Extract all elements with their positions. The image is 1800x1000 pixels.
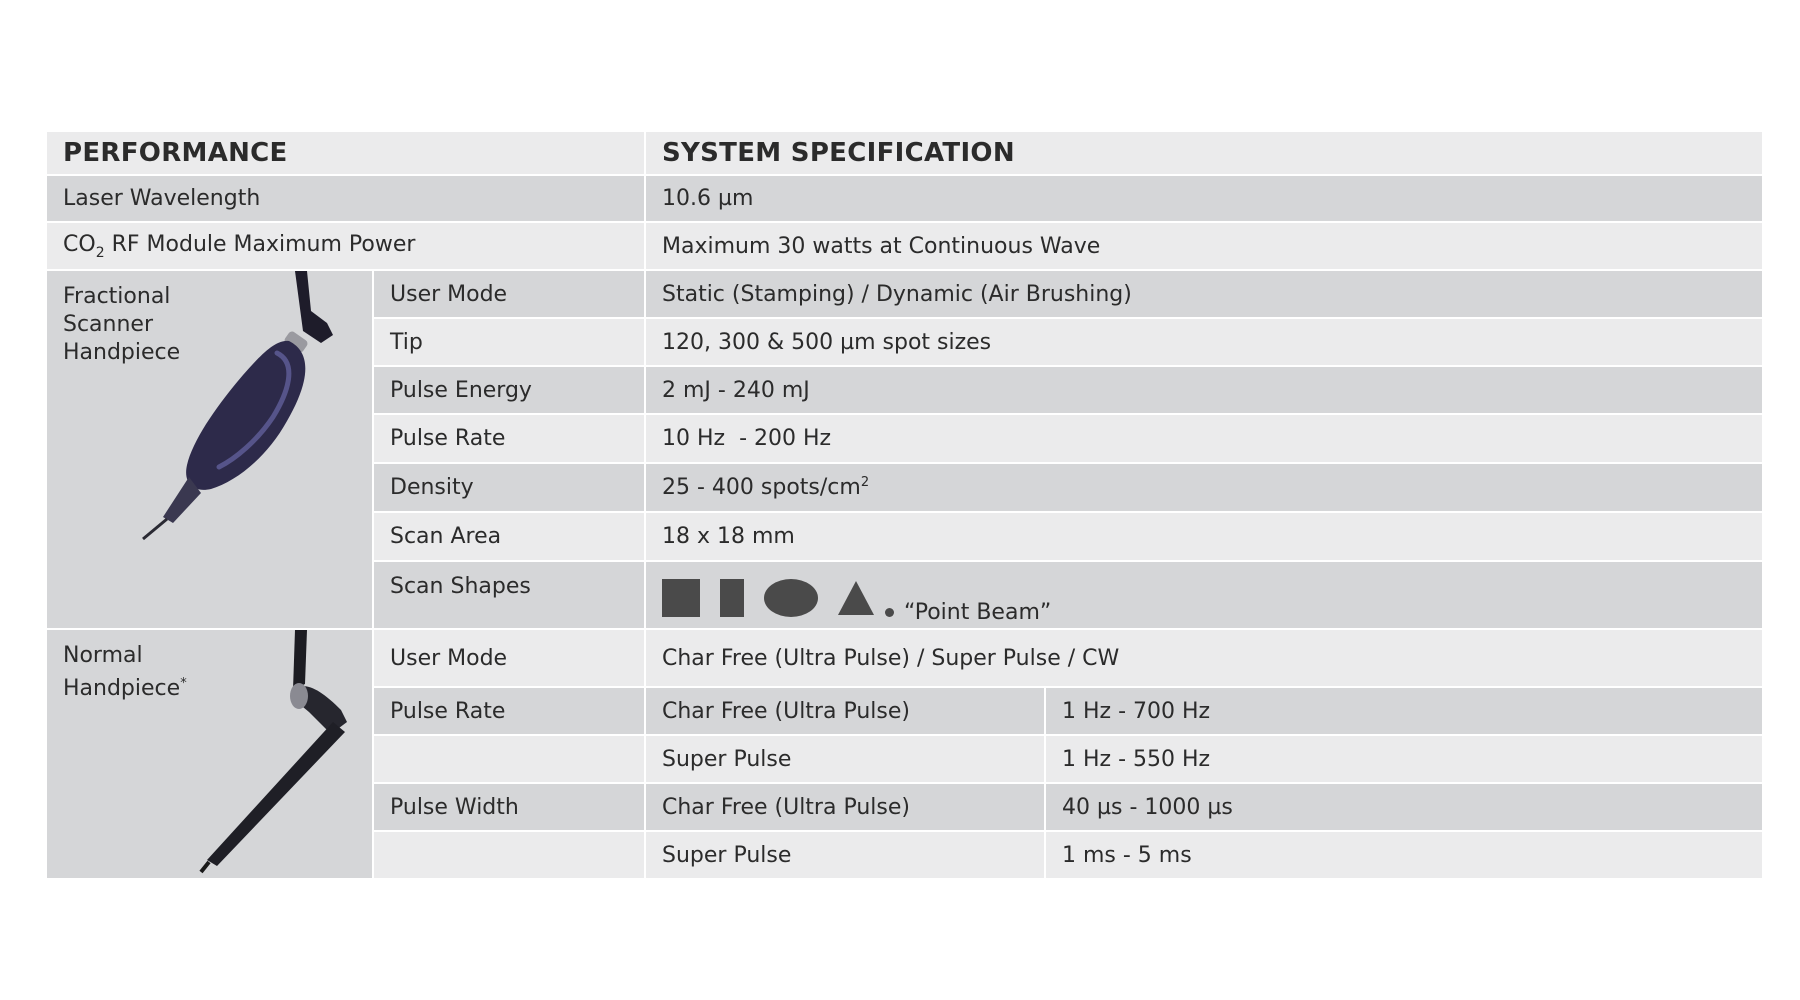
pulse-rate-mode: Char Free (Ultra Pulse) — [645, 687, 1045, 735]
scan-shapes-value — [645, 561, 1763, 629]
normal-pulse-rate-label: Pulse Rate — [373, 687, 645, 735]
rectangle-icon — [720, 579, 744, 617]
tip-label: Tip — [373, 318, 645, 366]
empty-cell — [373, 735, 645, 783]
header-row — [46, 131, 1763, 175]
scan-shapes-label: Scan Shapes — [373, 561, 645, 629]
empty-cell — [373, 831, 645, 879]
pulse-energy-label: Pulse Energy — [373, 366, 645, 414]
pulse-rate-mode: Super Pulse — [645, 735, 1045, 783]
tip-value: 120, 300 & 500 µm spot sizes — [645, 318, 1763, 366]
normal-handpiece-label: Normal Handpiece* — [63, 643, 187, 701]
fractional-handpiece-image — [127, 271, 373, 541]
normal-handpiece-image — [127, 630, 373, 875]
laser-wavelength-value: 10.6 µm — [645, 175, 1763, 222]
point-beam — [885, 600, 1051, 625]
point-beam-label: “Point Beam” — [904, 600, 1052, 625]
dot-icon — [885, 608, 894, 617]
fractional-pulse-rate-label: Pulse Rate — [373, 414, 645, 463]
density-label: Density — [373, 463, 645, 512]
laser-wavelength-label: Laser Wavelength — [46, 175, 645, 222]
table-row — [46, 270, 1763, 318]
pulse-energy-value: 2 mJ - 240 mJ — [645, 366, 1763, 414]
normal-user-mode-label: User Mode — [373, 629, 645, 687]
max-power-label: $CO_2$ RF Module Maximum Power — [46, 222, 645, 270]
pulse-rate-range: 1 Hz - 700 Hz — [1045, 687, 1763, 735]
fractional-user-mode-value: Static (Stamping) / Dynamic (Air Brushing) — [645, 270, 1763, 318]
triangle-icon — [838, 581, 874, 615]
fractional-user-mode-label: User Mode — [373, 270, 645, 318]
table-row — [46, 629, 1763, 687]
scan-area-label: Scan Area — [373, 512, 645, 561]
density-value: 25 - 400 spots/$cm^2$ — [645, 463, 1763, 512]
fractional-handpiece-label: Fractional Scanner Handpiece — [63, 284, 181, 365]
pulse-width-range: 40 µs - 1000 µs — [1045, 783, 1763, 831]
pulse-width-mode: Super Pulse — [645, 831, 1045, 879]
normal-handpiece-cell — [46, 629, 373, 879]
max-power-value: Maximum 30 watts at Continuous Wave — [645, 222, 1763, 270]
pulse-width-range: 1 ms - 5 ms — [1045, 831, 1763, 879]
square-icon — [662, 579, 700, 617]
spec-table — [45, 130, 1764, 880]
system-specification-header: SYSTEM SPECIFICATION — [645, 131, 1763, 175]
table-row — [46, 175, 1763, 222]
table-row — [46, 222, 1763, 270]
performance-header: PERFORMANCE — [46, 131, 645, 175]
fractional-pulse-rate-value: 10 Hz - 200 Hz — [645, 414, 1763, 463]
fractional-handpiece-cell — [46, 270, 373, 629]
ellipse-icon — [764, 579, 818, 617]
scan-shapes-icons — [662, 579, 874, 617]
pulse-width-mode: Char Free (Ultra Pulse) — [645, 783, 1045, 831]
pulse-rate-range: 1 Hz - 550 Hz — [1045, 735, 1763, 783]
pulse-width-label: Pulse Width — [373, 783, 645, 831]
normal-user-mode-value: Char Free (Ultra Pulse) / Super Pulse / CW — [645, 629, 1763, 687]
scan-area-value: 18 x 18 mm — [645, 512, 1763, 561]
